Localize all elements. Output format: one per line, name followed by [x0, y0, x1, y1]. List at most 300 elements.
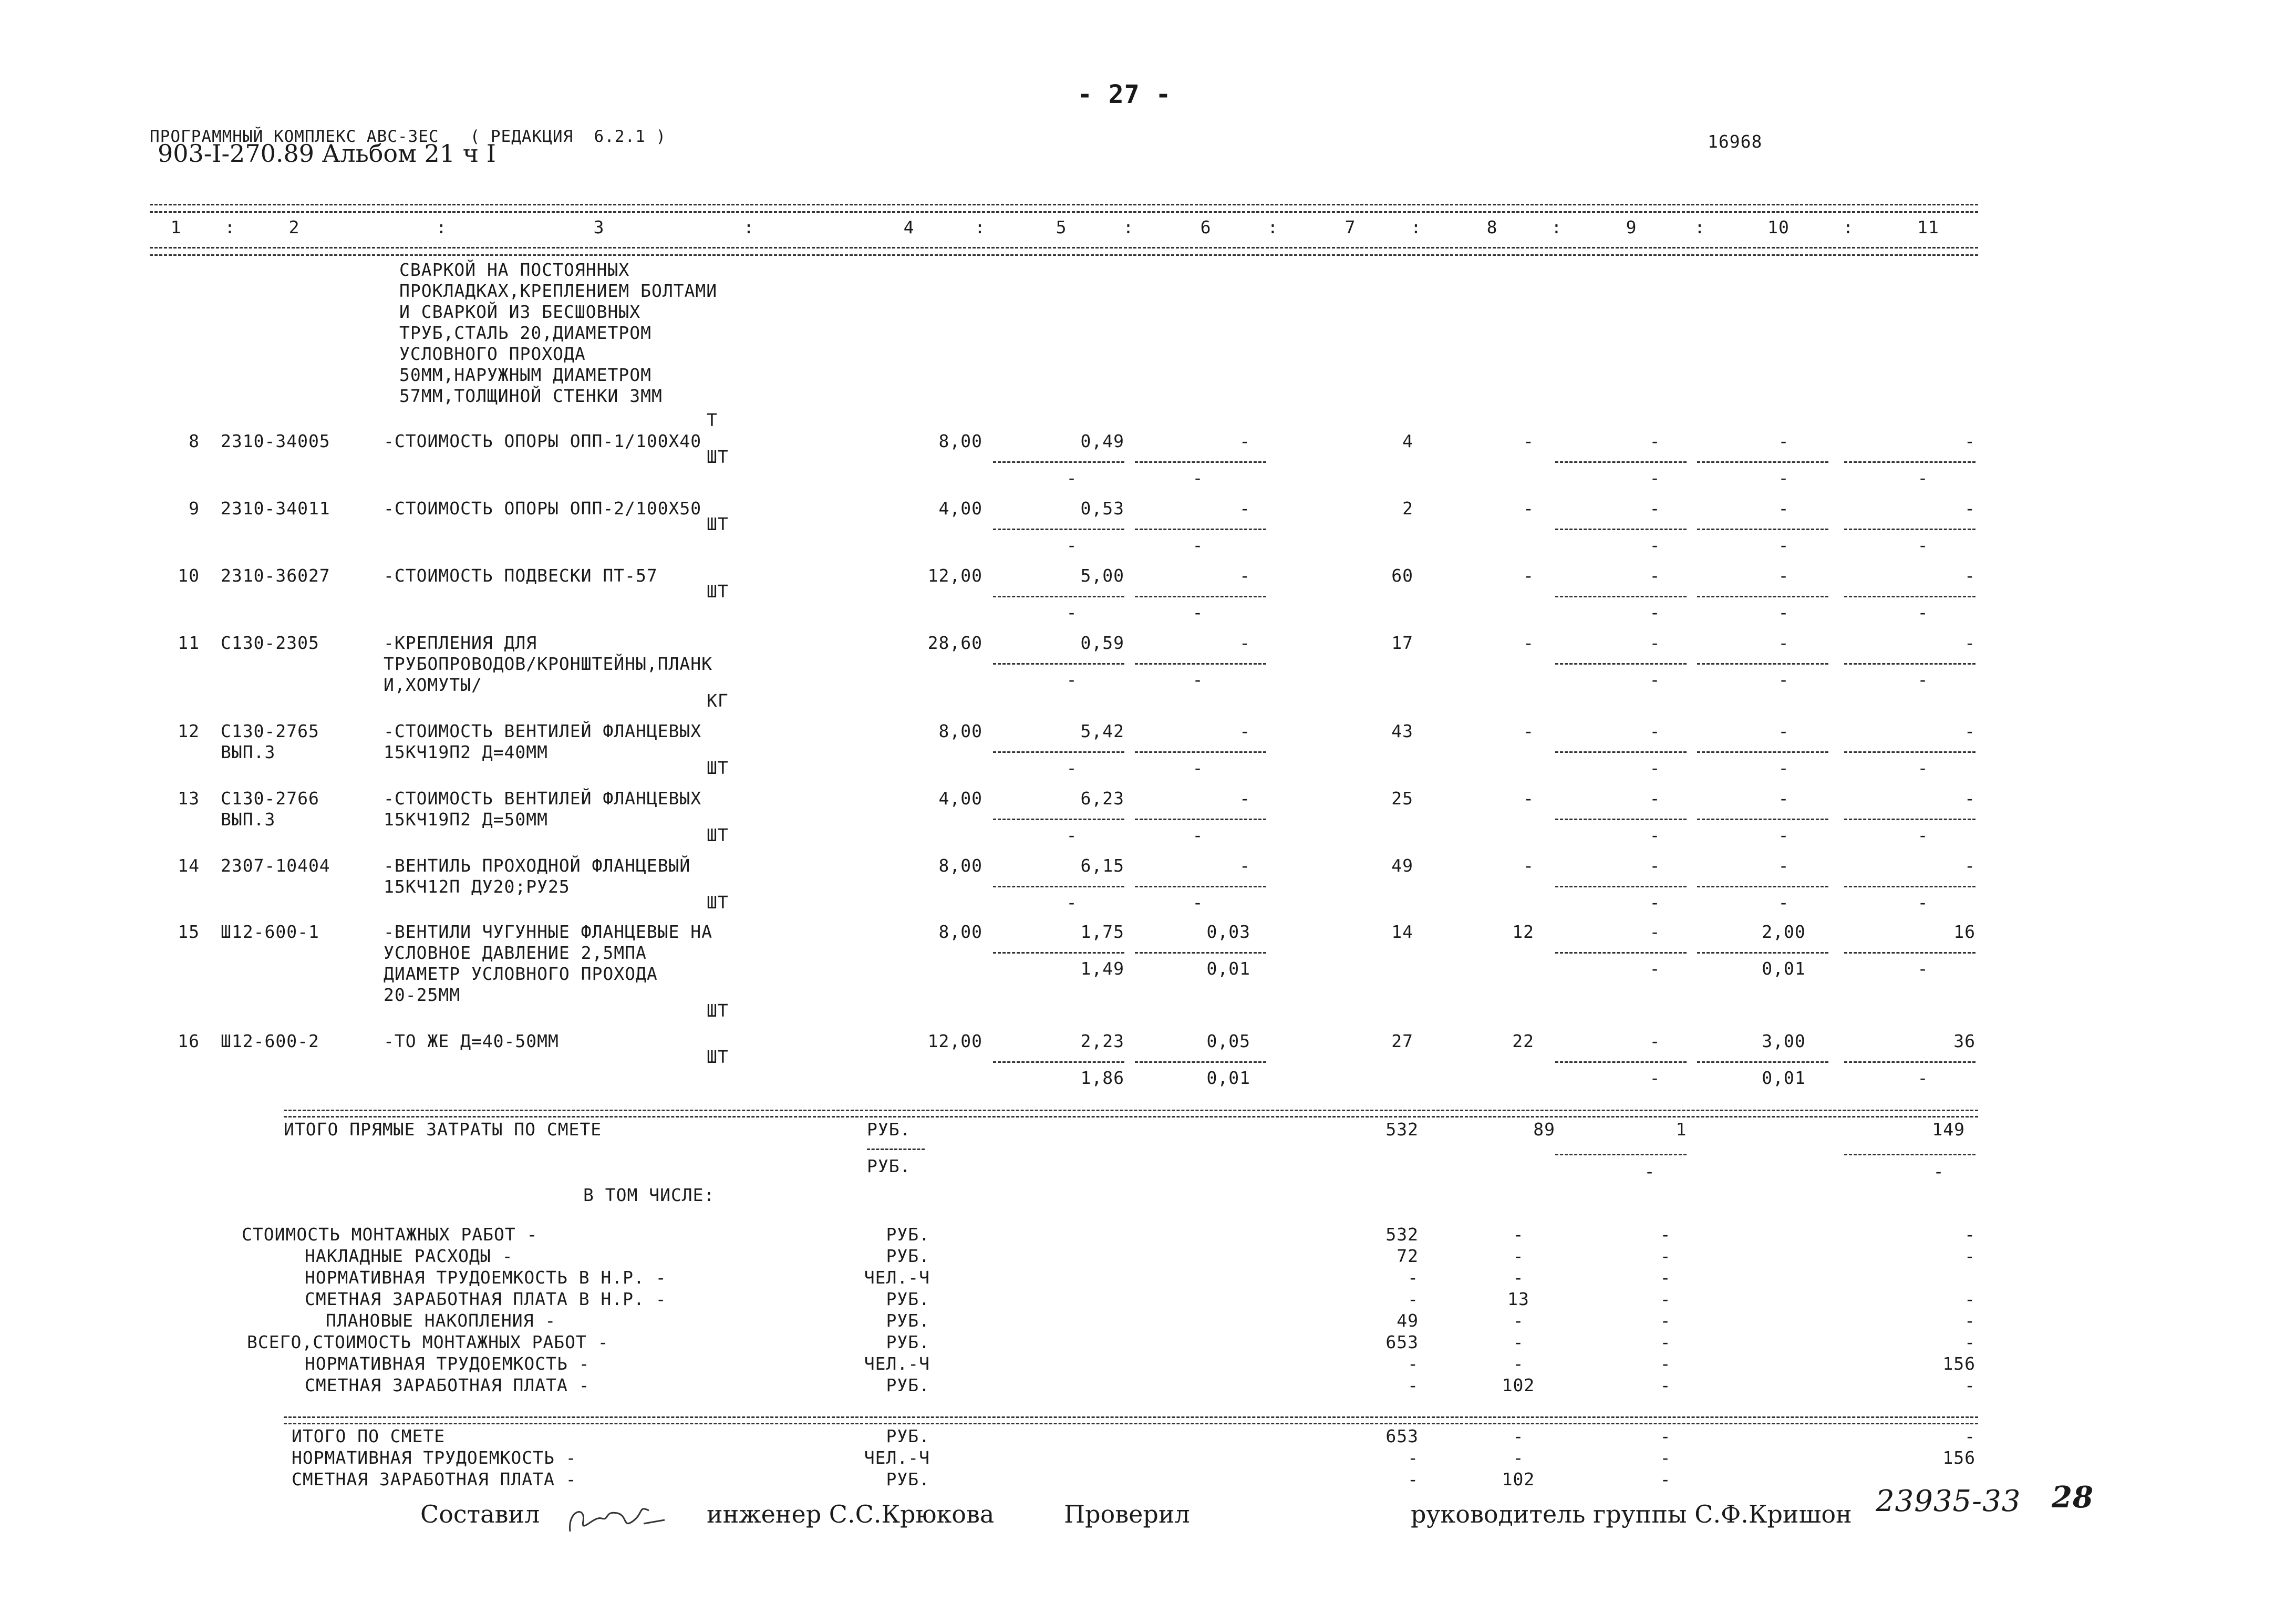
- final-c9: -: [1660, 1426, 1671, 1446]
- row-unit: ШТ: [707, 447, 729, 467]
- column-separator: :: [224, 217, 236, 237]
- final-unit: РУБ.: [886, 1426, 930, 1446]
- program-header: ПРОГРАММНЫЙ КОМПЛЕКС АВС-ЗЕС ( РЕДАКЦИЯ 6.2.1 ): [150, 127, 667, 146]
- row-c9-secondary: -: [1649, 892, 1661, 913]
- row-c9: -: [1649, 633, 1661, 653]
- totals-direct-c9b: -: [1644, 1161, 1656, 1182]
- row-description: -СТОИМОСТЬ ПОДВЕСКИ ПТ-57: [384, 565, 658, 586]
- intro-line: УСЛОВНОГО ПРОХОДА: [399, 344, 586, 364]
- row-c9-secondary: -: [1649, 468, 1661, 488]
- row-code-sub: ВЫП.3: [221, 742, 276, 762]
- column-header-7: 7: [1344, 217, 1356, 237]
- row-unit: ШТ: [707, 825, 729, 845]
- row-c9-secondary: -: [1649, 825, 1661, 845]
- rule: [1844, 461, 1976, 463]
- row-c10: -: [1778, 431, 1790, 451]
- row-description: -ВЕНТИЛЬ ПРОХОДНОЙ ФЛАНЦЕВЫЙ: [384, 855, 691, 876]
- summary-c11: -: [1964, 1246, 1976, 1266]
- row-c5: 0,59: [1080, 633, 1124, 653]
- row-c6-secondary: -: [1192, 535, 1204, 555]
- rule: [1135, 1061, 1266, 1063]
- row-c10: -: [1778, 855, 1790, 876]
- row-c9-secondary: -: [1649, 535, 1661, 555]
- rule: [993, 886, 1124, 887]
- rule: [993, 952, 1124, 954]
- summary-c8: -: [1513, 1332, 1524, 1352]
- row-c5-secondary: -: [1066, 758, 1078, 778]
- row-c11-secondary: -: [1917, 602, 1929, 623]
- doc-code: 16968: [1708, 131, 1763, 152]
- intro-line: СВАРКОЙ НА ПОСТОЯННЫХ: [399, 260, 630, 280]
- column-separator: :: [1694, 217, 1705, 237]
- rule: [1697, 886, 1828, 887]
- summary-c9: -: [1660, 1375, 1671, 1395]
- row-c10-secondary: -: [1778, 892, 1790, 913]
- summary-label: СМЕТНАЯ ЗАРАБОТНАЯ ПЛАТА В Н.Р. -: [305, 1289, 667, 1309]
- summary-c7: 72: [1397, 1246, 1419, 1266]
- row-c5: 6,23: [1080, 788, 1124, 809]
- row-c6-secondary: 0,01: [1206, 1068, 1250, 1088]
- row-unit: ШТ: [707, 581, 729, 602]
- row-c9-secondary: -: [1649, 758, 1661, 778]
- summary-c9: -: [1660, 1289, 1671, 1309]
- row-c8: -: [1523, 788, 1534, 809]
- rule: [993, 819, 1124, 820]
- row-unit: ШТ: [707, 514, 729, 534]
- column-separator: :: [975, 217, 986, 237]
- final-unit: РУБ.: [886, 1469, 930, 1489]
- row-c11: -: [1964, 498, 1976, 519]
- totals-direct-c11b: -: [1933, 1161, 1945, 1182]
- totals-direct-label: ИТОГО ПРЯМЫЕ ЗАТРАТЫ ПО СМЕТЕ: [284, 1119, 602, 1140]
- summary-c9: -: [1660, 1224, 1671, 1245]
- row-c5: 0,53: [1080, 498, 1124, 519]
- rule: [1697, 751, 1828, 753]
- row-code: 2307-10404: [221, 855, 330, 876]
- row-quantity: 8,00: [938, 855, 982, 876]
- column-separator: :: [1843, 217, 1854, 237]
- row-code: С130-2766: [221, 788, 319, 809]
- rule: [867, 1149, 925, 1150]
- intro-line: И СВАРКОЙ ИЗ БЕСШОВНЫХ: [399, 302, 641, 322]
- summary-c7: -: [1408, 1289, 1419, 1309]
- column-separator: :: [1551, 217, 1563, 237]
- row-c10-secondary: -: [1778, 468, 1790, 488]
- row-c5: 5,00: [1080, 565, 1124, 586]
- row-number: 16: [178, 1031, 200, 1051]
- row-c7: 25: [1391, 788, 1413, 809]
- row-c11-secondary: -: [1917, 669, 1929, 690]
- summary-c9: -: [1660, 1332, 1671, 1352]
- row-c6-secondary: 0,01: [1206, 958, 1250, 979]
- row-c7: 17: [1391, 633, 1413, 653]
- rule: [1844, 529, 1976, 530]
- final-unit: ЧЕЛ.-Ч: [864, 1447, 930, 1468]
- rule: [1844, 1061, 1976, 1063]
- column-header-8: 8: [1486, 217, 1498, 237]
- row-number: 11: [178, 633, 200, 653]
- row-c5-secondary: -: [1066, 602, 1078, 623]
- compiled-label: Составил: [420, 1500, 540, 1528]
- row-c11: -: [1964, 633, 1976, 653]
- rule: [284, 1116, 1978, 1118]
- final-c11: -: [1964, 1426, 1976, 1446]
- rule: [1555, 596, 1687, 597]
- summary-label: СТОИМОСТЬ МОНТАЖНЫХ РАБОТ -: [242, 1224, 538, 1245]
- column-separator: :: [1123, 217, 1134, 237]
- row-c10-secondary: -: [1778, 825, 1790, 845]
- summary-unit: РУБ.: [886, 1224, 930, 1245]
- row-c11-secondary: -: [1917, 535, 1929, 555]
- row-c11-secondary: -: [1917, 958, 1929, 979]
- rule: [993, 461, 1124, 463]
- row-quantity: 28,60: [927, 633, 982, 653]
- summary-c11: 156: [1942, 1353, 1976, 1374]
- totals-direct-c7: 532: [1385, 1119, 1419, 1140]
- column-header-3: 3: [593, 217, 605, 237]
- row-c9-secondary: -: [1649, 602, 1661, 623]
- rule: [1135, 952, 1266, 954]
- rule: [1555, 1061, 1687, 1063]
- row-code: 2310-36027: [221, 565, 330, 586]
- row-c5: 5,42: [1080, 721, 1124, 741]
- row-c7: 49: [1391, 855, 1413, 876]
- row-c8: 12: [1512, 922, 1534, 942]
- row-c7: 27: [1391, 1031, 1413, 1051]
- rule: [150, 204, 1978, 205]
- intro-line: 50ММ,НАРУЖНЫМ ДИАМЕТРОМ: [399, 365, 651, 385]
- page-number: - 27 -: [1077, 80, 1172, 109]
- summary-c9: -: [1660, 1267, 1671, 1288]
- summary-c7: 532: [1385, 1224, 1419, 1245]
- row-c8: -: [1523, 498, 1534, 519]
- rule: [150, 254, 1978, 256]
- row-c5: 6,15: [1080, 855, 1124, 876]
- row-quantity: 12,00: [927, 1031, 982, 1051]
- rule: [1697, 596, 1828, 597]
- rule: [150, 247, 1978, 249]
- rule: [993, 663, 1124, 665]
- rule: [1135, 529, 1266, 530]
- signature: [565, 1500, 670, 1542]
- final-c11: 156: [1942, 1447, 1976, 1468]
- row-unit: ШТ: [707, 758, 729, 778]
- row-description: -СТОИМОСТЬ ВЕНТИЛЕЙ ФЛАНЦЕВЫХ: [384, 788, 702, 809]
- row-c11-secondary: -: [1917, 892, 1929, 913]
- rule: [1135, 819, 1266, 820]
- summary-unit: ЧЕЛ.-Ч: [864, 1353, 930, 1374]
- rule: [1697, 529, 1828, 530]
- column-header-2: 2: [288, 217, 300, 237]
- row-c7: 14: [1391, 922, 1413, 942]
- row-description: -ВЕНТИЛИ ЧУГУННЫЕ ФЛАНЦЕВЫЕ НА: [384, 922, 713, 942]
- row-c9-secondary: -: [1649, 1068, 1661, 1088]
- column-header-9: 9: [1626, 217, 1637, 237]
- final-c7: -: [1408, 1447, 1419, 1468]
- row-description: 15КЧ12П ДУ20;РУ25: [384, 876, 570, 897]
- rule: [150, 211, 1978, 213]
- row-description: И,ХОМУТЫ/: [384, 675, 482, 695]
- row-c10: -: [1778, 565, 1790, 586]
- summary-c7: 653: [1385, 1332, 1419, 1352]
- row-quantity: 8,00: [938, 721, 982, 741]
- rule: [1844, 663, 1976, 665]
- row-c5-secondary: 1,49: [1080, 958, 1124, 979]
- final-c8: -: [1513, 1426, 1524, 1446]
- summary-c9: -: [1660, 1246, 1671, 1266]
- row-c9: -: [1649, 788, 1661, 809]
- rule: [1555, 461, 1687, 463]
- intro-line: 57ММ,ТОЛЩИНОЙ СТЕНКИ 3ММ: [399, 386, 663, 406]
- rule: [1844, 1154, 1976, 1155]
- row-c9: -: [1649, 721, 1661, 741]
- final-label: ИТОГО ПО СМЕТЕ: [292, 1426, 446, 1446]
- summary-c7: -: [1408, 1375, 1419, 1395]
- summary-label: НАКЛАДНЫЕ РАСХОДЫ -: [305, 1246, 513, 1266]
- row-c11: 16: [1953, 922, 1976, 942]
- row-c10: -: [1778, 633, 1790, 653]
- row-description: -СТОИМОСТЬ ОПОРЫ ОПП-2/100Х50: [384, 498, 702, 519]
- row-c5-secondary: -: [1066, 669, 1078, 690]
- row-c11: -: [1964, 431, 1976, 451]
- row-c5-secondary: -: [1066, 892, 1078, 913]
- row-c6: -: [1239, 565, 1250, 586]
- row-c9-secondary: -: [1649, 669, 1661, 690]
- summary-unit: ЧЕЛ.-Ч: [864, 1267, 930, 1288]
- row-c6-secondary: -: [1192, 892, 1204, 913]
- row-c6: -: [1239, 788, 1250, 809]
- column-separator: :: [1267, 217, 1279, 237]
- row-c5: 1,75: [1080, 922, 1124, 942]
- row-description: -ТО ЖЕ Д=40-50ММ: [384, 1031, 559, 1051]
- rule: [1555, 751, 1687, 753]
- summary-unit: РУБ.: [886, 1310, 930, 1331]
- row-description: 20-25ММ: [384, 985, 461, 1005]
- row-code: 2310-34011: [221, 498, 330, 519]
- row-c10-secondary: -: [1778, 535, 1790, 555]
- summary-unit: РУБ.: [886, 1332, 930, 1352]
- rule: [993, 596, 1124, 597]
- row-c8: -: [1523, 633, 1534, 653]
- engineer-name: инженер С.С.Крюкова: [707, 1500, 995, 1528]
- rule: [1697, 461, 1828, 463]
- row-c11: -: [1964, 788, 1976, 809]
- row-c5-secondary: -: [1066, 535, 1078, 555]
- rule: [1135, 461, 1266, 463]
- row-c6-secondary: -: [1192, 669, 1204, 690]
- summary-label: ВСЕГО,СТОИМОСТЬ МОНТАЖНЫХ РАБОТ -: [247, 1332, 609, 1352]
- row-c5-secondary: -: [1066, 468, 1078, 488]
- summary-c11: -: [1964, 1224, 1976, 1245]
- summary-c11: -: [1964, 1375, 1976, 1395]
- column-header-6: 6: [1200, 217, 1212, 237]
- row-c10-secondary: -: [1778, 758, 1790, 778]
- column-header-1: 1: [170, 217, 182, 237]
- summary-c8: 102: [1502, 1375, 1535, 1395]
- row-c6: 0,03: [1206, 922, 1250, 942]
- row-c6-secondary: -: [1192, 468, 1204, 488]
- row-c10-secondary: 0,01: [1762, 958, 1806, 979]
- summary-c7: -: [1408, 1353, 1419, 1374]
- row-c7: 2: [1402, 498, 1413, 519]
- rule: [1844, 819, 1976, 820]
- rule: [1135, 596, 1266, 597]
- intro-line: ТРУБ,СТАЛЬ 20,ДИАМЕТРОМ: [399, 323, 651, 343]
- rule: [1697, 663, 1828, 665]
- rule: [1555, 529, 1687, 530]
- row-code: Ш12-600-1: [221, 922, 319, 942]
- row-c5-secondary: 1,86: [1080, 1068, 1124, 1088]
- row-code: С130-2765: [221, 721, 319, 741]
- row-c6-secondary: -: [1192, 758, 1204, 778]
- summary-c9: -: [1660, 1310, 1671, 1331]
- column-header-5: 5: [1056, 217, 1067, 237]
- summary-c9: -: [1660, 1353, 1671, 1374]
- summary-c8: -: [1513, 1224, 1524, 1245]
- row-c7: 60: [1391, 565, 1413, 586]
- row-c9: -: [1649, 498, 1661, 519]
- summary-c8: -: [1513, 1310, 1524, 1331]
- column-header-4: 4: [903, 217, 915, 237]
- row-description: УСЛОВНОЕ ДАВЛЕНИЕ 2,5МПА: [384, 943, 647, 963]
- rule: [1135, 663, 1266, 665]
- summary-unit: РУБ.: [886, 1375, 930, 1395]
- summary-unit: РУБ.: [886, 1246, 930, 1266]
- summary-c11: -: [1964, 1289, 1976, 1309]
- totals-direct-unit2: РУБ.: [867, 1156, 911, 1176]
- rule: [993, 751, 1124, 753]
- column-header-10: 10: [1767, 217, 1790, 237]
- summary-label: НОРМАТИВНАЯ ТРУДОЕМКОСТЬ В Н.Р. -: [305, 1267, 667, 1288]
- row-c6: -: [1239, 498, 1250, 519]
- rule: [1555, 819, 1687, 820]
- rule: [1555, 952, 1687, 954]
- column-separator: :: [436, 217, 447, 237]
- rule: [993, 1061, 1124, 1063]
- checked-label: Проверил: [1064, 1500, 1190, 1528]
- row-c10: -: [1778, 788, 1790, 809]
- summary-c8: 13: [1507, 1289, 1529, 1309]
- rule: [284, 1423, 1978, 1424]
- column-separator: :: [743, 217, 754, 237]
- row-number: 8: [189, 431, 200, 451]
- row-quantity: 12,00: [927, 565, 982, 586]
- row-c10-secondary: -: [1778, 602, 1790, 623]
- totals-direct-c11: 149: [1932, 1119, 1965, 1140]
- intro-line: ПРОКЛАДКАХ,КРЕПЛЕНИЕМ БОЛТАМИ: [399, 281, 718, 301]
- final-label: СМЕТНАЯ ЗАРАБОТНАЯ ПЛАТА -: [292, 1469, 577, 1489]
- row-description: 15КЧ19П2 Д=40ММ: [384, 742, 549, 762]
- row-c6: -: [1239, 855, 1250, 876]
- row-c9: -: [1649, 431, 1661, 451]
- rule: [1697, 819, 1828, 820]
- row-c8: -: [1523, 431, 1534, 451]
- row-c9: -: [1649, 922, 1661, 942]
- row-number: 14: [178, 855, 200, 876]
- row-quantity: 4,00: [938, 788, 982, 809]
- row-description: -СТОИМОСТЬ ВЕНТИЛЕЙ ФЛАНЦЕВЫХ: [384, 721, 702, 741]
- row-c7: 4: [1402, 431, 1413, 451]
- rule: [993, 529, 1124, 530]
- rule: [1555, 886, 1687, 887]
- summary-c11: -: [1964, 1310, 1976, 1331]
- summary-c8: -: [1513, 1267, 1524, 1288]
- document-stamp: 23935-33: [1876, 1484, 2021, 1518]
- row-c6-secondary: -: [1192, 825, 1204, 845]
- totals-direct-unit: РУБ.: [867, 1119, 911, 1140]
- row-c10-secondary: -: [1778, 669, 1790, 690]
- row-c10: -: [1778, 498, 1790, 519]
- row-code: 2310-34005: [221, 431, 330, 451]
- row-description: ДИАМЕТР УСЛОВНОГО ПРОХОДА: [384, 964, 658, 984]
- row-code-sub: ВЫП.3: [221, 809, 276, 830]
- intro-unit: Т: [707, 410, 718, 430]
- row-unit: ШТ: [707, 892, 729, 913]
- summary-unit: РУБ.: [886, 1289, 930, 1309]
- row-description: -КРЕПЛЕНИЯ ДЛЯ: [384, 633, 537, 653]
- final-c9: -: [1660, 1469, 1671, 1489]
- rule: [284, 1110, 1978, 1111]
- row-quantity: 8,00: [938, 922, 982, 942]
- summary-label: ПЛАНОВЫЕ НАКОПЛЕНИЯ -: [326, 1310, 556, 1331]
- row-c6: -: [1239, 721, 1250, 741]
- row-number: 9: [189, 498, 200, 519]
- row-c5: 2,23: [1080, 1031, 1124, 1051]
- row-unit: КГ: [707, 690, 729, 711]
- row-c11: -: [1964, 721, 1976, 741]
- totals-direct-c9: 1: [1676, 1119, 1687, 1140]
- row-c11-secondary: -: [1917, 825, 1929, 845]
- rule: [1555, 1154, 1687, 1155]
- column-header-11: 11: [1917, 217, 1939, 237]
- final-c7: 653: [1385, 1426, 1419, 1446]
- summary-label: СМЕТНАЯ ЗАРАБОТНАЯ ПЛАТА -: [305, 1375, 590, 1395]
- row-c10: 2,00: [1762, 922, 1806, 942]
- album-header: 903-I-270.89 Альбом 21 ч I: [158, 139, 496, 168]
- row-number: 10: [178, 565, 200, 586]
- row-c11: 36: [1953, 1031, 1976, 1051]
- summary-c7: -: [1408, 1267, 1419, 1288]
- final-c8: -: [1513, 1447, 1524, 1468]
- row-c5: 0,49: [1080, 431, 1124, 451]
- row-c9: -: [1649, 855, 1661, 876]
- row-c10-secondary: 0,01: [1762, 1068, 1806, 1088]
- row-c8: 22: [1512, 1031, 1534, 1051]
- rule: [1555, 663, 1687, 665]
- row-code: С130-2305: [221, 633, 319, 653]
- totals-direct-c8: 89: [1533, 1119, 1555, 1140]
- summary-c7: 49: [1397, 1310, 1419, 1331]
- row-number: 13: [178, 788, 200, 809]
- row-quantity: 4,00: [938, 498, 982, 519]
- row-c8: -: [1523, 721, 1534, 741]
- row-c9: -: [1649, 565, 1661, 586]
- row-description: 15КЧ19П2 Д=50ММ: [384, 809, 549, 830]
- row-c5-secondary: -: [1066, 825, 1078, 845]
- summary-c8: -: [1513, 1246, 1524, 1266]
- group-lead-name: руководитель группы С.Ф.Кришон: [1411, 1500, 1852, 1528]
- row-c11: -: [1964, 565, 1976, 586]
- rule: [1697, 952, 1828, 954]
- row-number: 12: [178, 721, 200, 741]
- rule: [284, 1416, 1978, 1418]
- rule: [1844, 596, 1976, 597]
- row-c10: 3,00: [1762, 1031, 1806, 1051]
- row-code: Ш12-600-2: [221, 1031, 319, 1051]
- sheet-number: 28: [2052, 1480, 2094, 1515]
- row-c11-secondary: -: [1917, 1068, 1929, 1088]
- final-c7: -: [1408, 1469, 1419, 1489]
